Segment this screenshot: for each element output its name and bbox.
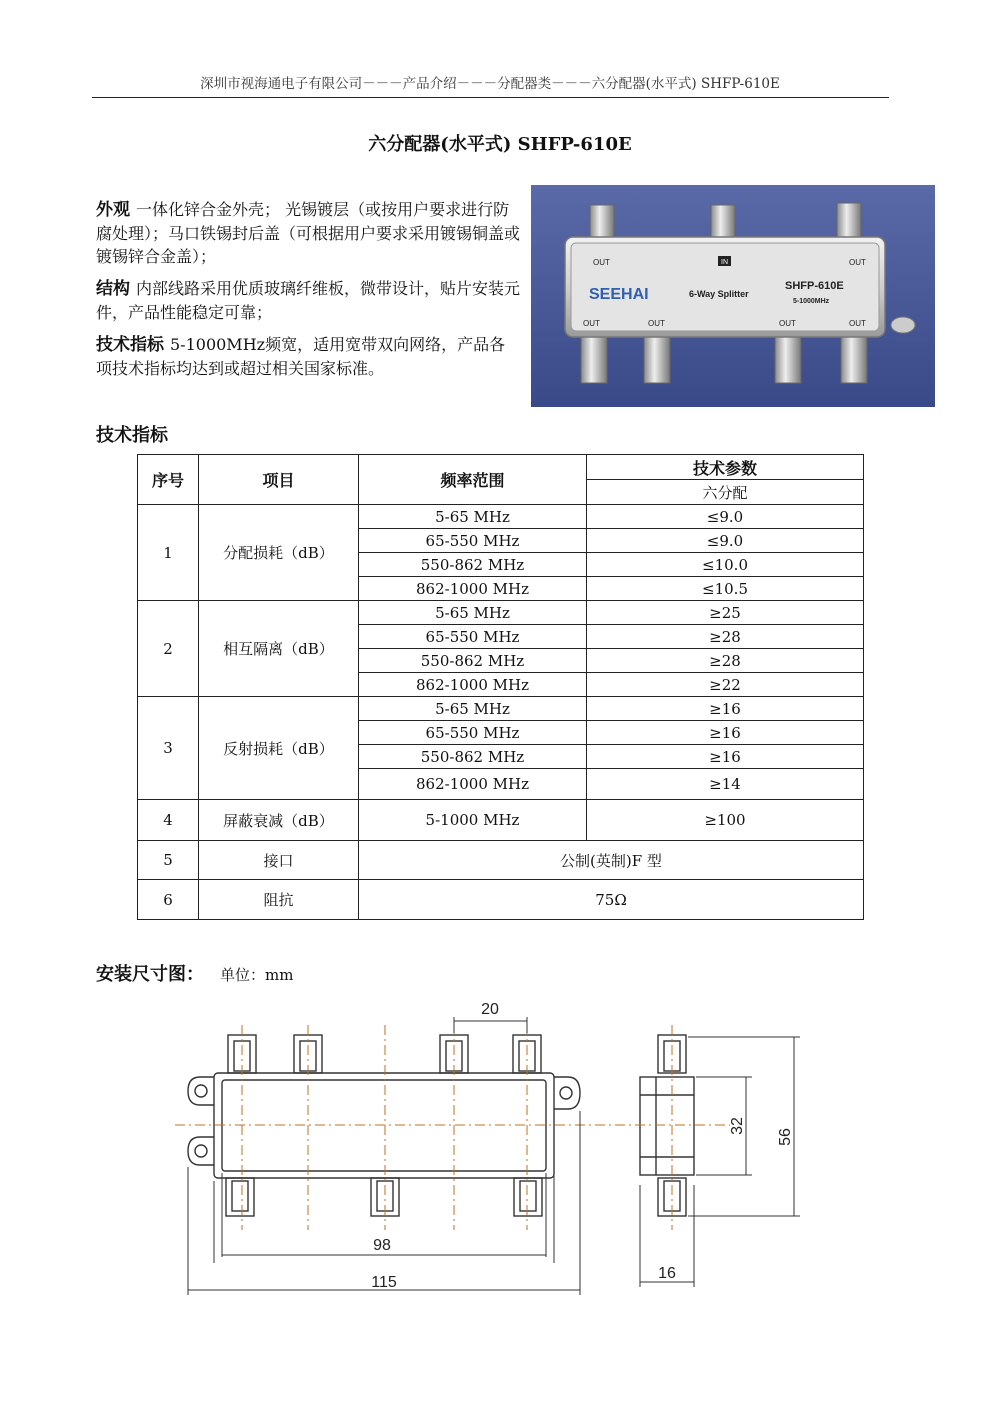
photo-out-2: OUT	[648, 319, 665, 328]
dim-total-length: 115	[371, 1274, 397, 1291]
dims-unit: 单位：mm	[220, 966, 294, 984]
col-header-freq: 频率范围	[359, 455, 587, 505]
row-item: 相互隔离（dB）	[199, 601, 359, 697]
spec-section-title: 技术指标	[96, 425, 168, 446]
value-cell: ≤10.0	[587, 553, 864, 577]
spec-table	[137, 454, 864, 920]
merged-value-cell: 75Ω	[359, 880, 864, 920]
intro-label-appearance: 外观	[96, 200, 130, 220]
row-no: 4	[138, 800, 199, 841]
product-intro	[96, 198, 521, 389]
freq-cell: 550-862 MHz	[359, 553, 587, 577]
freq-cell: 550-862 MHz	[359, 649, 587, 673]
row-no: 6	[138, 880, 199, 920]
document-title: 六分配器(水平式) SHFP-610E	[368, 134, 632, 155]
photo-brand-logo: SEEHAI	[589, 286, 649, 303]
dim-depth: 16	[658, 1265, 676, 1282]
intro-text-structure: 内部线路采用优质玻璃纤维板，微带设计，贴片安装元件，产品性能稳定可靠；	[96, 279, 521, 322]
value-cell: ≤10.5	[587, 577, 864, 601]
row-no: 1	[138, 505, 199, 601]
row-item: 反射损耗（dB）	[199, 697, 359, 800]
row-no: 2	[138, 601, 199, 697]
photo-out-top-left: OUT	[593, 258, 610, 267]
row-item: 接口	[199, 841, 359, 880]
row-item: 屏蔽衰减（dB）	[199, 800, 359, 841]
dim-total-height: 56	[777, 1128, 794, 1146]
dims-title-text: 安装尺寸图：	[96, 964, 204, 985]
merged-value-cell: 公制(英制)F 型	[359, 841, 864, 880]
intro-appearance	[96, 198, 521, 268]
value-cell: ≤9.0	[587, 529, 864, 553]
intro-structure	[96, 277, 521, 324]
intro-label-structure: 结构	[96, 279, 130, 299]
freq-cell: 862-1000 MHz	[359, 769, 587, 800]
freq-cell: 65-550 MHz	[359, 625, 587, 649]
col-header-item: 项目	[199, 455, 359, 505]
value-cell: ≥16	[587, 697, 864, 721]
row-no: 5	[138, 841, 199, 880]
freq-cell: 5-65 MHz	[359, 601, 587, 625]
freq-cell: 5-65 MHz	[359, 505, 587, 529]
photo-out-1: OUT	[583, 319, 600, 328]
value-cell: ≥25	[587, 601, 864, 625]
freq-cell: 862-1000 MHz	[359, 673, 587, 697]
intro-label-specs: 技术指标	[96, 335, 164, 355]
col-header-param: 技术参数	[587, 455, 864, 480]
value-cell: ≤9.0	[587, 505, 864, 529]
freq-cell: 862-1000 MHz	[359, 577, 587, 601]
photo-in-label: IN	[721, 259, 728, 266]
freq-cell: 65-550 MHz	[359, 721, 587, 745]
dim-inner-length: 98	[373, 1237, 391, 1254]
page-header: 深圳市视海通电子有限公司－－－产品介绍－－－分配器类－－－六分配器(水平式) SHFP-610E	[200, 76, 780, 92]
intro-specs	[96, 333, 521, 380]
freq-cell: 550-862 MHz	[359, 745, 587, 769]
dim-pitch: 20	[481, 1001, 499, 1018]
row-no: 3	[138, 697, 199, 800]
photo-out-3: OUT	[779, 319, 796, 328]
intro-text-appearance: 一体化锌合金外壳； 光锡镀层（或按用户要求进行防腐处理）；马口铁锡封后盖（可根据用户要求采用镀锡铜盖或镀锡锌合金盖）；	[96, 200, 521, 266]
freq-cell: 5-1000 MHz	[359, 800, 587, 841]
row-item: 分配损耗（dB）	[199, 505, 359, 601]
value-cell: ≥28	[587, 625, 864, 649]
photo-band: 5-1000MHz	[793, 298, 830, 305]
freq-cell: 5-65 MHz	[359, 697, 587, 721]
photo-out-4: OUT	[849, 319, 866, 328]
col-subheader: 六分配	[587, 480, 864, 505]
freq-cell: 65-550 MHz	[359, 529, 587, 553]
dim-body-height: 32	[729, 1117, 746, 1135]
intro-text-specs: 5-1000MHz频宽，适用宽带双向网络，产品各项技术指标均达到或超过相关国家标准。	[96, 335, 506, 378]
value-cell: ≥16	[587, 745, 864, 769]
photo-model: SHFP-610E	[785, 280, 844, 292]
row-item: 阻抗	[199, 880, 359, 920]
dims-section-title	[96, 960, 293, 986]
photo-product-name: 6-Way Splitter	[689, 289, 749, 299]
dimension-drawing	[170, 995, 830, 1300]
value-cell: ≥16	[587, 721, 864, 745]
value-cell: ≥28	[587, 649, 864, 673]
col-header-no: 序号	[138, 455, 199, 505]
photo-out-top-right: OUT	[849, 258, 866, 267]
product-photo	[531, 185, 935, 407]
header-divider	[92, 97, 889, 98]
value-cell: ≥100	[587, 800, 864, 841]
value-cell: ≥14	[587, 769, 864, 800]
value-cell: ≥22	[587, 673, 864, 697]
